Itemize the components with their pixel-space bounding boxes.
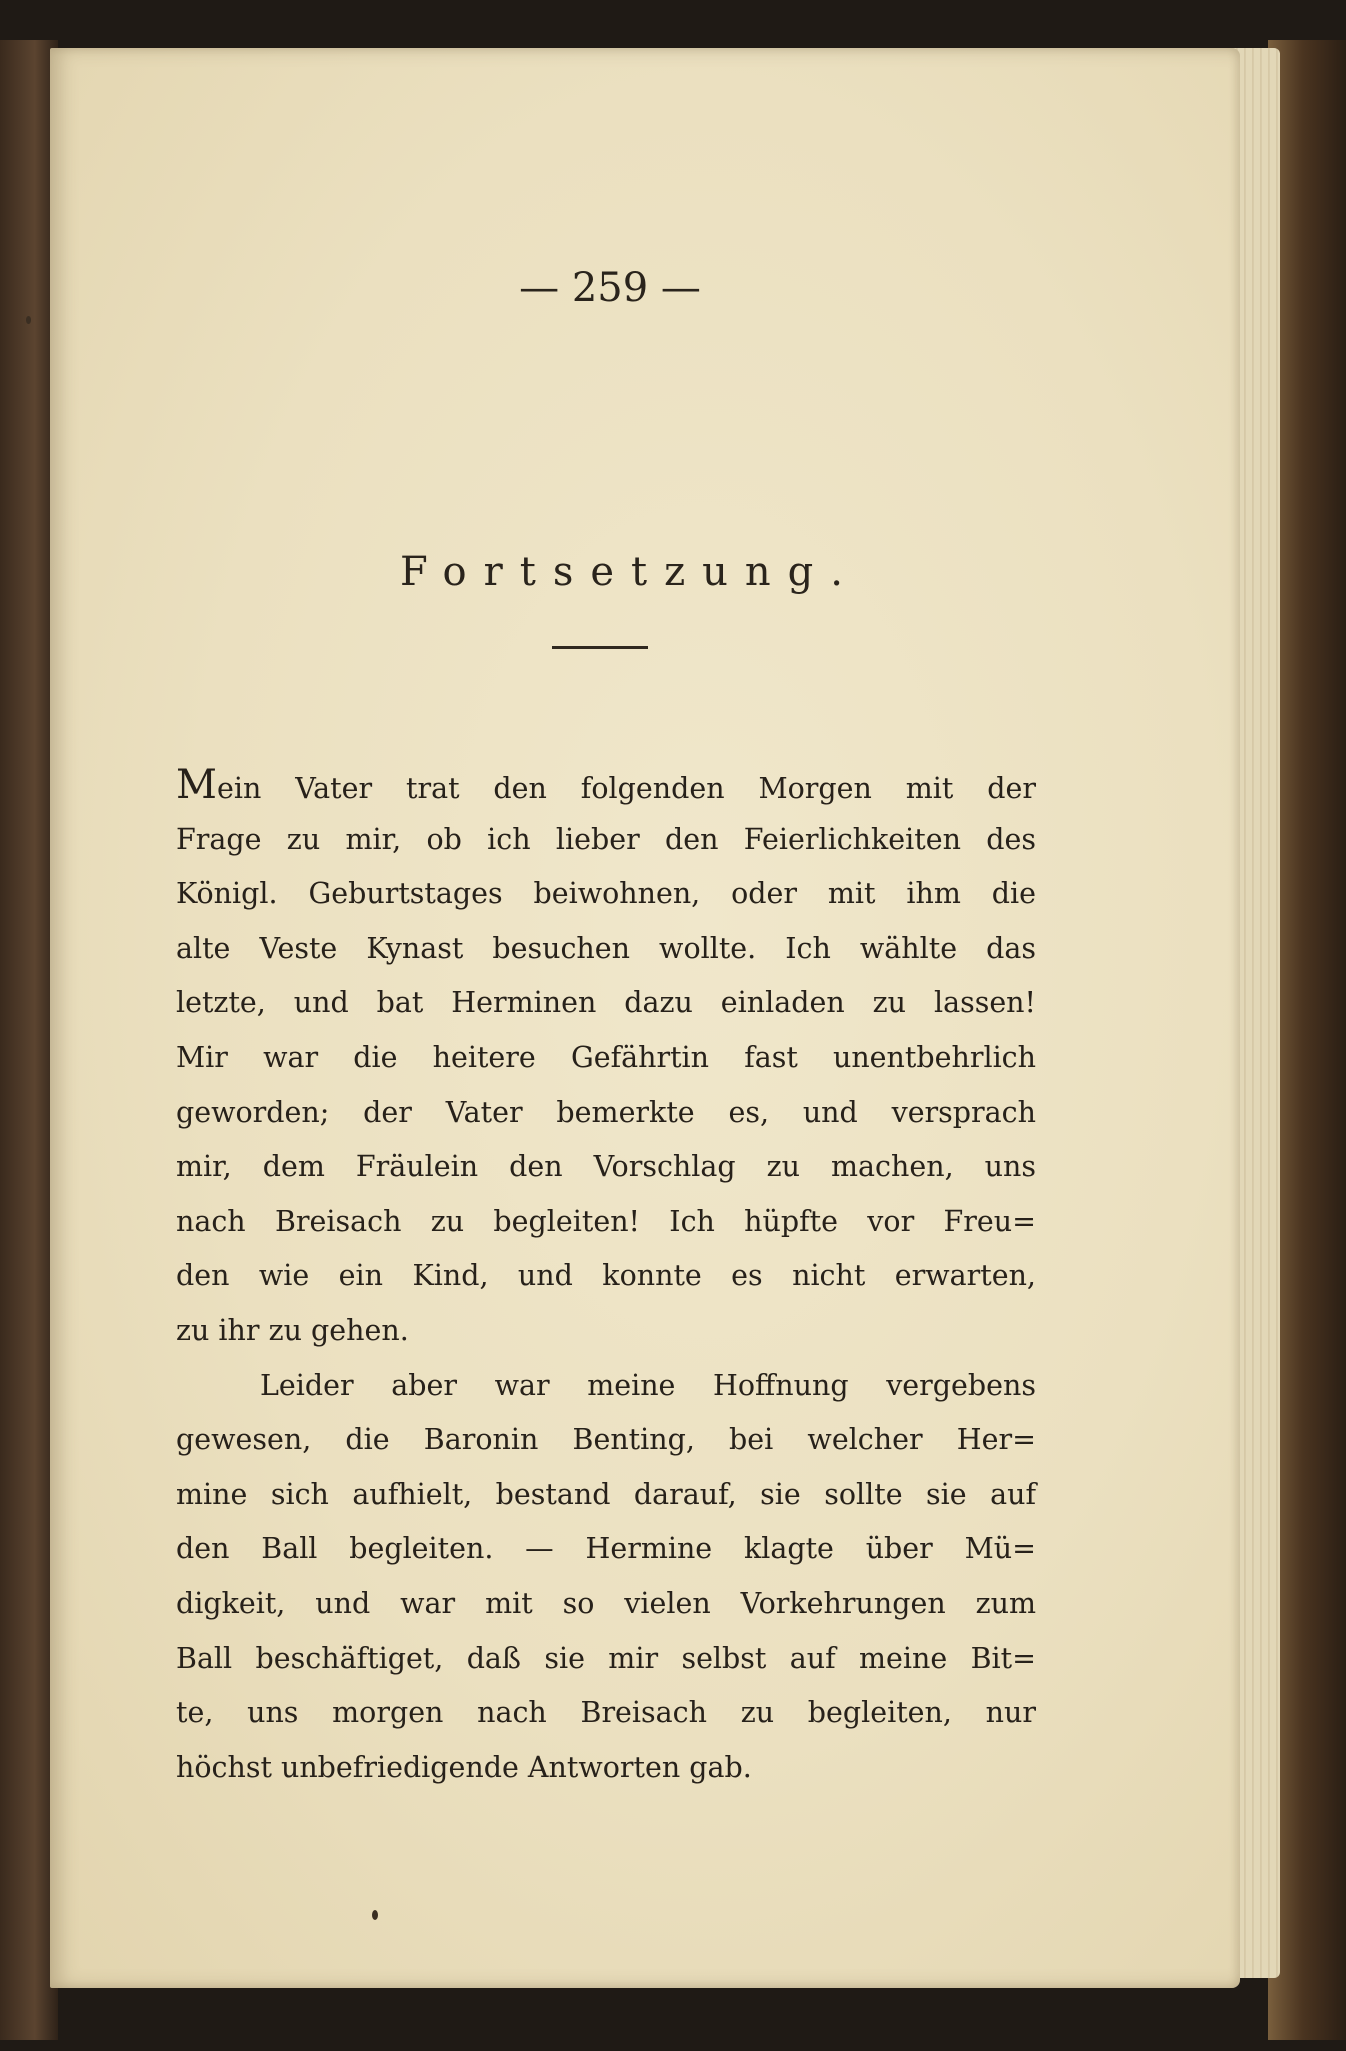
heading-rule (552, 646, 648, 649)
text-line-content: Vater trat den folgenden Morgen mit der (295, 772, 1036, 805)
text-line: Ball beschäftiget, daß sie mir selbst auf meine Bit= (176, 1641, 1036, 1675)
text-line: Leider aber war meine Hoffnung vergebens (260, 1368, 1036, 1402)
chapter-heading: Fortsetzung. (399, 549, 861, 595)
text-line: Mir war die heitere Gefährtin fast unentbehrlich (176, 1040, 1036, 1074)
text-line: höchst unbefriedigende Antworten gab. (176, 1750, 752, 1784)
first-word-rest: ein (216, 772, 262, 805)
text-line: den Ball begleiten. — Hermine klagte über Mü= (176, 1532, 1036, 1566)
text-line: alte Veste Kynast besuchen wollte. Ich wählte das (176, 931, 1036, 965)
text-line: te, uns morgen nach Breisach zu begleiten, nur (176, 1696, 1036, 1730)
text-line: den wie ein Kind, und konnte es nicht erwarten, (176, 1259, 1036, 1293)
body-text (176, 758, 1036, 1795)
text-line: Königl. Geburtstages beiwohnen, oder mit ihm die (176, 877, 1036, 911)
text-line: nach Breisach zu begleiten! Ich hüpfte vor Freu= (176, 1204, 1036, 1238)
text-line: Frage zu mir, ob ich lieber den Feierlichkeiten des (176, 822, 1036, 856)
text-line: mine sich aufhielt, bestand darauf, sie sollte sie auf (176, 1477, 1036, 1511)
text-line: letzte, und bat Herminen dazu einladen zu lassen! (176, 986, 1036, 1020)
book-page (50, 48, 1240, 1988)
page-number: — 259 — (519, 265, 701, 311)
text-line (176, 758, 1036, 813)
paper-speck (26, 316, 31, 324)
paper-speck (372, 1910, 378, 1920)
text-line: geworden; der Vater bemerkte es, und versprach (176, 1095, 1036, 1129)
text-line: gewesen, die Baronin Benting, bei welcher Her= (176, 1423, 1036, 1457)
drop-cap: M (176, 762, 217, 808)
text-line: zu ihr zu gehen. (176, 1313, 409, 1347)
text-line: mir, dem Fräulein den Vorschlag zu machen, uns (176, 1150, 1036, 1184)
text-line: digkeit, und war mit so vielen Vorkehrungen zum (176, 1586, 1036, 1620)
